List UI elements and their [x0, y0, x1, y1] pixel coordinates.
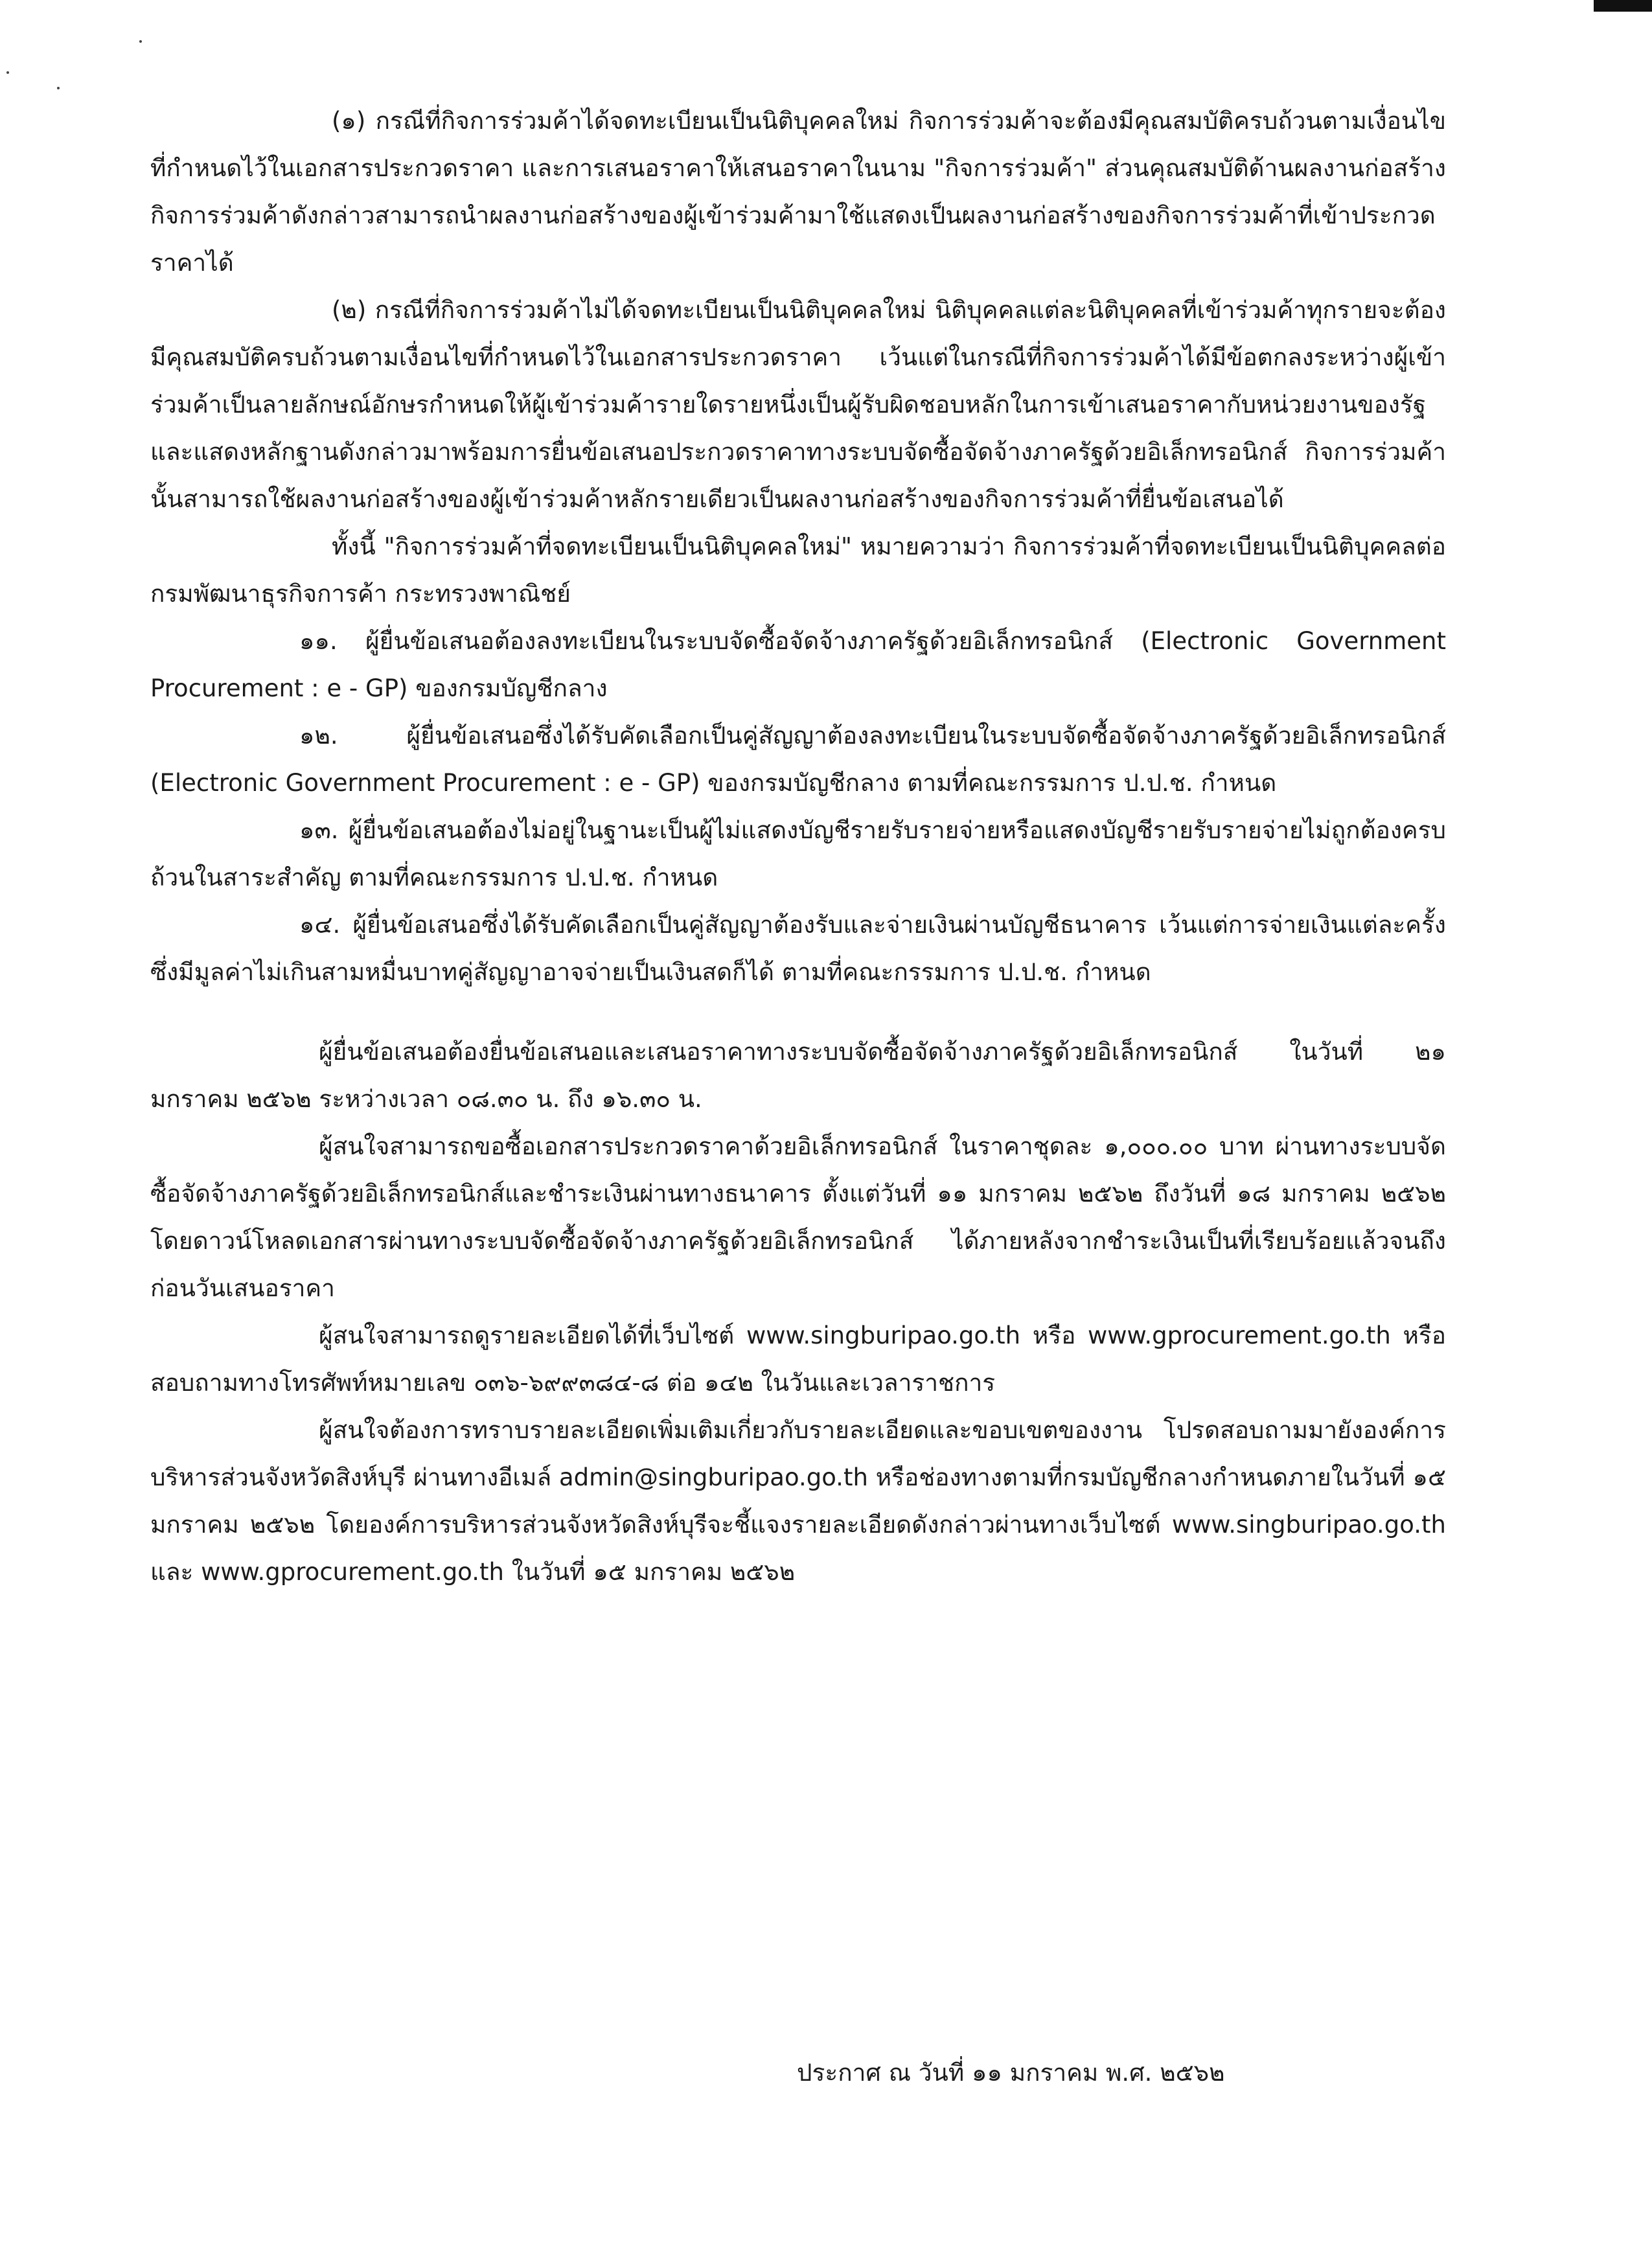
scan-speck	[139, 40, 142, 43]
clause-11: ๑๑. ผู้ยื่นข้อเสนอต้องลงทะเบียนในระบบจัดซื้อจัดจ้างภาครัฐด้วยอิเล็กทรอนิกส์ (Electronic Government Procurement : e - GP) ของกรมบัญชีกลาง	[150, 627, 1446, 702]
paragraph-document-purchase: ผู้สนใจสามารถขอซื้อเอกสารประกวดราคาด้วยอิเล็กทรอนิกส์ ในราคาชุดละ ๑,๐๐๐.๐๐ บาท ผ่านทางระบบจัดซื้อจัดจ้างภาครัฐด้วยอิเล็กทรอนิกส์และชำระเงินผ่านทางธนาคาร ตั้งแต่วันที่ ๑๑ มกราคม ๒๕๖๒ ถึงวันที่ ๑๘ มกราคม ๒๕๖๒ โดยดาวน์โหลดเอกสารผ่านทางระบบจัดซื้อจัดจ้างภาครัฐด้วยอิเล็กทรอนิกส์ ได้ภายหลังจากชำระเงินเป็นที่เรียบร้อยแล้วจนถึงก่อนวันเสนอราคา	[150, 1132, 1446, 1302]
document-body	[150, 97, 1446, 1596]
paragraph-submission-date: ผู้ยื่นข้อเสนอต้องยื่นข้อเสนอและเสนอราคาทางระบบจัดซื้อจัดจ้างภาครัฐด้วยอิเล็กทรอนิกส์ ในวันที่ ๒๑ มกราคม ๒๕๖๒ ระหว่างเวลา ๐๘.๓๐ น. ถึง ๑๖.๓๐ น.	[150, 1038, 1446, 1113]
clause-13: ๑๓. ผู้ยื่นข้อเสนอต้องไม่อยู่ในฐานะเป็นผู้ไม่แสดงบัญชีรายรับรายจ่ายหรือแสดงบัญชีรายรับรายจ่ายไม่ถูกต้องครบถ้วนในสาระสำคัญ ตามที่คณะกรรมการ ป.ป.ช. กำหนด	[150, 816, 1446, 891]
paragraph-joint-venture-registered: (๑) กรณีที่กิจการร่วมค้าได้จดทะเบียนเป็นนิติบุคคลใหม่ กิจการร่วมค้าจะต้องมีคุณสมบัติครบถ้วนตามเงื่อนไขที่กำหนดไว้ในเอกสารประกวดราคา และการเสนอราคาให้เสนอราคาในนาม "กิจการร่วมค้า" ส่วนคุณสมบัติด้านผลงานก่อสร้าง กิจการร่วมค้าดังกล่าวสามารถนำผลงานก่อสร้างของผู้เข้าร่วมค้ามาใช้แสดงเป็นผลงานก่อสร้างของกิจการร่วมค้าที่เข้าประกวดราคาได้	[150, 107, 1446, 277]
clause-14: ๑๔. ผู้ยื่นข้อเสนอซึ่งได้รับคัดเลือกเป็นคู่สัญญาต้องรับและจ่ายเงินผ่านบัญชีธนาคาร เว้นแต่การจ่ายเงินแต่ละครั้งซึ่งมีมูลค่าไม่เกินสามหมื่นบาทคู่สัญญาอาจจ่ายเป็นเงินสดก็ได้ ตามที่คณะกรรมการ ป.ป.ช. กำหนด	[150, 911, 1446, 986]
scan-speck	[57, 87, 60, 89]
scan-corner-mark	[1594, 0, 1652, 12]
scan-speck	[6, 71, 9, 74]
announcement-date: ประกาศ ณ วันที่ ๑๑ มกราคม พ.ศ. ๒๕๖๒	[797, 2059, 1225, 2087]
section-gap	[150, 996, 1446, 1028]
paragraph-joint-venture-unregistered: (๒) กรณีที่กิจการร่วมค้าไม่ได้จดทะเบียนเป็นนิติบุคคลใหม่ นิติบุคคลแต่ละนิติบุคคลที่เข้าร่วมค้าทุกรายจะต้องมีคุณสมบัติครบถ้วนตามเงื่อนไขที่กำหนดไว้ในเอกสารประกวดราคา เว้นแต่ในกรณีที่กิจการร่วมค้าได้มีข้อตกลงระหว่างผู้เข้าร่วมค้าเป็นลายลักษณ์อักษรกำหนดให้ผู้เข้าร่วมค้ารายใดรายหนึ่งเป็นผู้รับผิดชอบหลักในการเข้าเสนอราคากับหน่วยงานของรัฐ และแสดงหลักฐานดังกล่าวมาพร้อมการยื่นข้อเสนอประกวดราคาทางระบบจัดซื้อจัดจ้างภาครัฐด้วยอิเล็กทรอนิกส์ กิจการร่วมค้านั้นสามารถใช้ผลงานก่อสร้างของผู้เข้าร่วมค้าหลักรายเดียวเป็นผลงานก่อสร้างของกิจการร่วมค้าที่ยื่นข้อเสนอได้	[150, 296, 1446, 513]
clause-12: ๑๒. ผู้ยื่นข้อเสนอซึ่งได้รับคัดเลือกเป็นคู่สัญญาต้องลงทะเบียนในระบบจัดซื้อจัดจ้างภาครัฐด้วยอิเล็กทรอนิกส์ (Electronic Government Procurement : e - GP) ของกรมบัญชีกลาง ตามที่คณะกรรมการ ป.ป.ช. กำหนด	[150, 722, 1446, 797]
paragraph-inquiry: ผู้สนใจต้องการทราบรายละเอียดเพิ่มเติมเกี่ยวกับรายละเอียดและขอบเขตของงาน โปรดสอบถามมายังองค์การบริหารส่วนจังหวัดสิงห์บุรี ผ่านทางอีเมล์ admin@singburipao.go.th หรือช่องทางตามที่กรมบัญชีกลางกำหนดภายในวันที่ ๑๕ มกราคม ๒๕๖๒ โดยองค์การบริหารส่วนจังหวัดสิงห์บุรีจะชี้แจงรายละเอียดดังกล่าวผ่านทางเว็บไซต์ www.singburipao.go.th และ www.gprocurement.go.th ในวันที่ ๑๕ มกราคม ๒๕๖๒	[150, 1416, 1446, 1586]
paragraph-definition: ทั้งนี้ "กิจการร่วมค้าที่จดทะเบียนเป็นนิติบุคคลใหม่" หมายความว่า กิจการร่วมค้าที่จดทะเบียนเป็นนิติบุคคลต่อกรมพัฒนาธุรกิจการค้า กระทรวงพาณิชย์	[150, 533, 1446, 608]
paragraph-website-contact: ผู้สนใจสามารถดูรายละเอียดได้ที่เว็บไซต์ www.singburipao.go.th หรือ www.gprocurement.go.th หรือสอบถามทางโทรศัพท์หมายเลข ๐๓๖-๖๙๙๓๘๔-๘ ต่อ ๑๔๒ ในวันและเวลาราชการ	[150, 1322, 1446, 1397]
